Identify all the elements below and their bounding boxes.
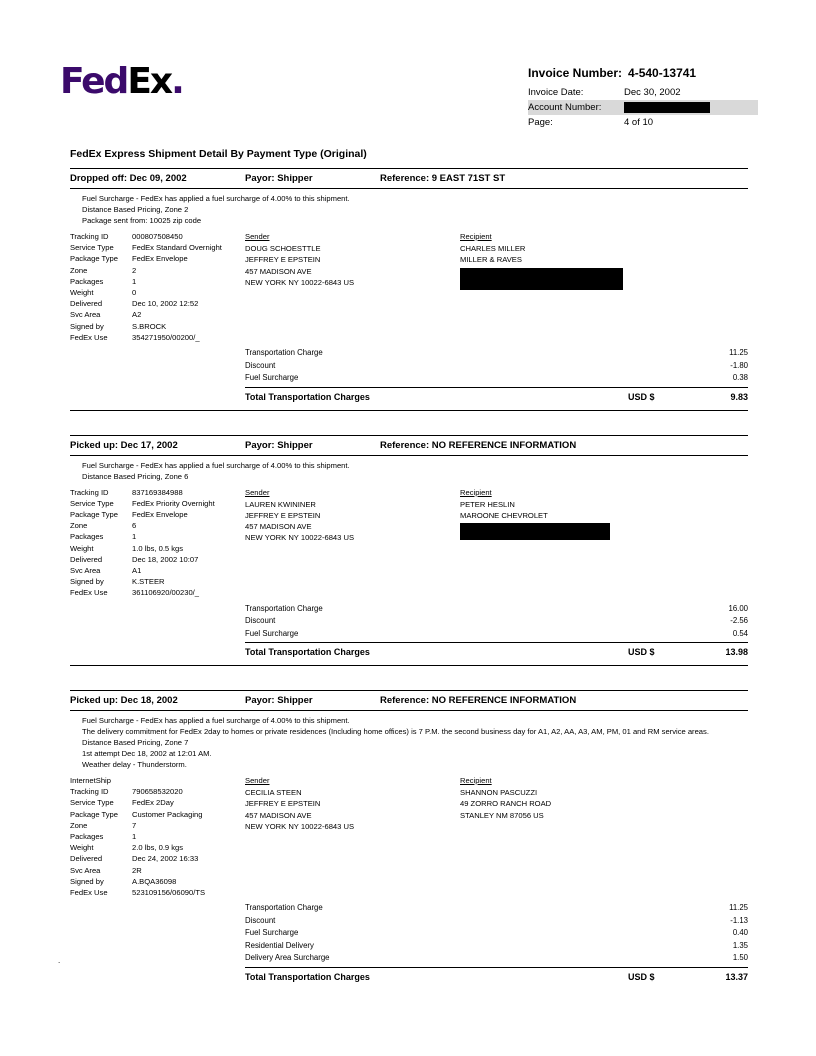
shipment-header — [70, 691, 748, 710]
sender-line: JEFFREY E EPSTEIN — [245, 510, 321, 520]
field-value: A1 — [132, 565, 142, 575]
charge-amount: -2.56 — [730, 616, 748, 626]
field-row — [70, 876, 245, 887]
divider — [70, 665, 748, 666]
shipment-detail — [70, 229, 748, 402]
field-row — [70, 853, 245, 864]
charge-amount: 16.00 — [728, 603, 748, 613]
shipment-header — [70, 436, 748, 455]
note-line: Distance Based Pricing, Zone 7 — [82, 738, 189, 748]
shipment-fields — [70, 231, 245, 343]
charge-amount: 1.35 — [732, 940, 748, 950]
recipient-block — [460, 231, 748, 343]
field-value: 1 — [132, 832, 137, 842]
field-key: Packages — [70, 832, 104, 842]
field-value: FedEx Priority Overnight — [132, 498, 215, 508]
page-label: Page: — [528, 117, 553, 128]
field-value: Customer Packaging — [132, 809, 203, 819]
total-currency: USD $ — [628, 647, 655, 658]
note-line: Fuel Surcharge - FedEx has applied a fuel surcharge of 4.00% to this shipment. — [82, 716, 350, 726]
page-header — [0, 58, 816, 138]
charge-row — [245, 940, 748, 953]
total-row — [245, 642, 748, 657]
sender-heading: Sender — [245, 232, 270, 241]
field-row — [70, 509, 245, 520]
sender-heading: Sender — [245, 776, 270, 786]
total-label: Total Transportation Charges — [245, 647, 370, 658]
field-key: Delivered — [70, 854, 103, 864]
field-value: 0 — [132, 288, 137, 298]
field-row — [70, 565, 245, 576]
charge-amount: 0.38 — [732, 373, 748, 383]
note-line: 1st attempt Dec 18, 2002 at 12:01 AM. — [82, 749, 212, 759]
charge-row — [245, 927, 748, 940]
shipment-entry — [70, 435, 748, 667]
recipient-heading: Recipient — [460, 232, 492, 241]
field-row — [70, 797, 245, 808]
field-row — [70, 543, 245, 554]
recipient-line: STANLEY NM 87056 US — [460, 810, 544, 820]
total-amount: 13.37 — [725, 971, 748, 982]
charge-row — [245, 372, 748, 385]
sender-line: 457 MADISON AVE — [245, 810, 312, 820]
field-value: Dec 24, 2002 16:33 — [132, 854, 199, 864]
recipient-line: PETER HESLIN — [460, 499, 515, 509]
total-amount: 9.83 — [730, 391, 748, 402]
field-key: Packages — [70, 532, 104, 542]
charge-name: Fuel Surcharge — [245, 628, 299, 638]
shipment-reference: Reference: 9 EAST 71ST ST — [380, 173, 506, 184]
recipient-line: MILLER & RAVES — [460, 255, 522, 265]
field-value: Dec 10, 2002 12:52 — [132, 299, 199, 309]
field-row — [70, 587, 245, 598]
logo-ex-text: Ex — [127, 61, 172, 102]
field-key: Zone — [70, 521, 88, 531]
field-row — [70, 321, 245, 332]
charge-name: Transportation Charge — [245, 903, 323, 913]
charge-row — [245, 915, 748, 928]
field-row — [70, 287, 245, 298]
sender-line: 457 MADISON AVE — [245, 522, 312, 532]
field-value: FedEx Envelope — [132, 254, 188, 264]
charge-row — [245, 615, 748, 628]
invoice-number-row — [528, 66, 758, 80]
recipient-line: CHARLES MILLER — [460, 244, 526, 254]
charge-amount: -1.13 — [730, 915, 748, 925]
note-line: Weather delay - Thunderstorm. — [82, 760, 187, 770]
field-key: Signed by — [70, 876, 104, 886]
account-number-row — [528, 100, 758, 115]
invoice-summary — [528, 66, 758, 130]
recipient-line: 49 ZORRO RANCH ROAD — [460, 799, 552, 809]
total-currency: USD $ — [628, 971, 655, 982]
shipment-entry — [70, 690, 748, 982]
field-value: FedEx Standard Overnight — [132, 243, 222, 253]
shipment-fields — [70, 775, 245, 898]
shipment-list — [70, 168, 748, 988]
recipient-heading: Recipient — [460, 776, 492, 786]
note-line: Distance Based Pricing, Zone 6 — [82, 471, 189, 481]
divider — [70, 410, 748, 411]
field-row — [70, 809, 245, 820]
recipient-address-redaction — [460, 268, 623, 290]
field-key: Weight — [70, 843, 94, 853]
logo-dot: . — [171, 61, 183, 102]
field-key: Zone — [70, 820, 88, 830]
field-key: Service Type — [70, 243, 114, 253]
shipment-date: Picked up: Dec 18, 2002 — [70, 695, 178, 707]
charge-name: Fuel Surcharge — [245, 373, 299, 383]
field-row — [70, 265, 245, 276]
redaction-bar — [624, 102, 710, 113]
field-value: 2 — [132, 265, 137, 275]
field-key: Svc Area — [70, 865, 101, 875]
charge-name: Discount — [245, 360, 276, 370]
charge-row — [245, 603, 748, 616]
invoice-number-value: 4-540-13741 — [628, 66, 697, 80]
shipment-date: Picked up: Dec 17, 2002 — [70, 439, 178, 451]
shipment-reference: Reference: NO REFERENCE INFORMATION — [380, 695, 577, 707]
sender-line: DOUG SCHOESTTLE — [245, 244, 321, 254]
charge-row — [245, 628, 748, 641]
sender-block — [245, 487, 460, 599]
field-key: FedEx Use — [70, 588, 108, 598]
total-row — [245, 387, 748, 402]
field-row — [70, 298, 245, 309]
total-currency: USD $ — [628, 391, 655, 402]
field-value: FedEx Envelope — [132, 509, 188, 519]
charge-row — [245, 952, 748, 965]
sender-line: NEW YORK NY 10022-6843 US — [245, 821, 355, 831]
fedex-logo — [60, 61, 183, 102]
total-amount: 13.98 — [725, 647, 748, 658]
sender-block — [245, 775, 460, 898]
field-key: FedEx Use — [70, 332, 108, 342]
field-row — [70, 531, 245, 542]
shipment-detail — [70, 485, 748, 658]
shipment-date: Dropped off: Dec 09, 2002 — [70, 173, 187, 184]
charge-name: Transportation Charge — [245, 348, 323, 358]
page-number-row — [528, 115, 758, 130]
note-line: Distance Based Pricing, Zone 2 — [82, 205, 189, 214]
recipient-heading: Recipient — [460, 487, 492, 497]
field-value: Dec 18, 2002 10:07 — [132, 554, 199, 564]
sender-line: LAUREN KWININER — [245, 499, 316, 509]
total-label: Total Transportation Charges — [245, 391, 370, 402]
logo-fed-text: Fed — [60, 61, 128, 102]
field-value: 523109156/06090/TS — [132, 888, 206, 898]
field-row — [70, 786, 245, 797]
field-key: Svc Area — [70, 310, 101, 320]
field-row — [70, 231, 245, 242]
sender-line: JEFFREY E EPSTEIN — [245, 255, 321, 265]
total-label: Total Transportation Charges — [245, 971, 370, 982]
charge-name: Transportation Charge — [245, 603, 323, 613]
charge-name: Fuel Surcharge — [245, 928, 299, 938]
field-row — [70, 309, 245, 320]
shipment-notes — [70, 189, 748, 229]
field-key: Signed by — [70, 577, 104, 587]
field-key: Weight — [70, 543, 94, 553]
field-value: 361106920/00230/_ — [132, 588, 200, 598]
shipment-payor: Payor: Shipper — [245, 439, 313, 451]
charges-block — [245, 347, 748, 402]
shipment-channel: InternetShip — [70, 776, 111, 786]
field-value: S.BROCK — [132, 321, 167, 331]
field-key: Weight — [70, 288, 94, 298]
sender-line: NEW YORK NY 10022-6843 US — [245, 277, 355, 287]
total-row — [245, 967, 748, 982]
recipient-block — [460, 775, 748, 898]
note-line: Package sent from: 10025 zip code — [82, 216, 202, 225]
sender-line: NEW YORK NY 10022-6843 US — [245, 533, 355, 543]
charge-name: Discount — [245, 915, 276, 925]
field-value: 1 — [132, 276, 137, 286]
field-key: Tracking ID — [70, 787, 109, 797]
invoice-date-row — [528, 85, 758, 100]
recipient-line: MAROONE CHEVROLET — [460, 510, 548, 520]
note-line: Fuel Surcharge - FedEx has applied a fuel surcharge of 4.00% to this shipment. — [82, 194, 350, 203]
charge-name: Residential Delivery — [245, 940, 314, 950]
charge-amount: 0.54 — [732, 628, 748, 638]
page-title: FedEx Express Shipment Detail By Payment Type (Original) — [70, 148, 367, 160]
sender-line: JEFFREY E EPSTEIN — [245, 799, 321, 809]
field-row — [70, 520, 245, 531]
charges-block — [245, 902, 748, 982]
invoice-date-label: Invoice Date: — [528, 87, 584, 98]
field-key: FedEx Use — [70, 888, 108, 898]
sender-line: 457 MADISON AVE — [245, 266, 312, 276]
field-value: 2.0 lbs, 0.9 kgs — [132, 843, 184, 853]
field-value: 354271950/00200/_ — [132, 332, 200, 342]
field-value: 000807508450 — [132, 232, 183, 241]
field-key: Service Type — [70, 498, 114, 508]
field-row — [70, 498, 245, 509]
field-row — [70, 820, 245, 831]
note-line: The delivery commitment for FedEx 2day to homes or private residences (Including home offices) is 7 P.M. the second business day for A1, A2, AA, A3, AM, PM, 01 and RM service areas. — [82, 727, 709, 737]
charge-name: Discount — [245, 616, 276, 626]
field-key: Package Type — [70, 509, 118, 519]
recipient-block — [460, 487, 748, 599]
note-line: Fuel Surcharge - FedEx has applied a fuel surcharge of 4.00% to this shipment. — [82, 460, 350, 470]
field-value: K.STEER — [132, 577, 165, 587]
field-row — [70, 887, 245, 898]
field-key: Tracking ID — [70, 232, 109, 241]
shipment-detail — [70, 773, 748, 982]
field-value: 1 — [132, 532, 137, 542]
field-key: Zone — [70, 265, 88, 275]
shipment-payor: Payor: Shipper — [245, 695, 313, 707]
field-value: FedEx 2Day — [132, 798, 174, 808]
invoice-date-value: Dec 30, 2002 — [624, 87, 681, 98]
account-number-value — [624, 100, 758, 115]
charge-amount: -1.80 — [730, 360, 748, 370]
invoice-number-label: Invoice Number: — [528, 66, 623, 80]
shipment-fields — [70, 487, 245, 599]
field-row — [70, 242, 245, 253]
field-value: 837169384988 — [132, 487, 183, 497]
field-value: A2 — [132, 310, 142, 320]
field-key: Package Type — [70, 254, 118, 264]
field-key: Service Type — [70, 798, 114, 808]
field-value: A.BQA36098 — [132, 876, 177, 886]
recipient-address-redaction — [460, 523, 610, 540]
field-row — [70, 332, 245, 343]
charge-name: Delivery Area Surcharge — [245, 953, 330, 963]
sender-line: CECILIA STEEN — [245, 788, 302, 798]
footer-mark: . — [58, 956, 61, 965]
field-value: 1.0 lbs, 0.5 kgs — [132, 543, 184, 553]
account-number-label: Account Number: — [528, 102, 602, 113]
shipment-header — [70, 169, 748, 188]
charge-row — [245, 360, 748, 373]
field-row — [70, 576, 245, 587]
field-value: 6 — [132, 521, 137, 531]
charge-amount: 11.25 — [729, 903, 748, 913]
shipment-payor: Payor: Shipper — [245, 173, 313, 184]
charge-row — [245, 902, 748, 915]
shipment-notes — [70, 711, 748, 773]
charge-amount: 0.40 — [732, 928, 748, 938]
field-key: Svc Area — [70, 565, 101, 575]
field-row — [70, 554, 245, 565]
sender-heading: Sender — [245, 487, 270, 497]
field-key: Packages — [70, 276, 104, 286]
field-key: Signed by — [70, 321, 104, 331]
field-row — [70, 253, 245, 264]
sender-block — [245, 231, 460, 343]
field-key: Delivered — [70, 554, 103, 564]
charge-amount: 1.50 — [732, 953, 748, 963]
field-value: 2R — [132, 865, 142, 875]
recipient-line: SHANNON PASCUZZI — [460, 788, 538, 798]
page-value: 4 of 10 — [624, 117, 654, 128]
field-value: 7 — [132, 820, 137, 830]
field-value: 790658532020 — [132, 787, 183, 797]
field-row — [70, 842, 245, 853]
shipment-reference: Reference: NO REFERENCE INFORMATION — [380, 439, 577, 451]
field-row — [70, 276, 245, 287]
charges-block — [245, 603, 748, 658]
field-key: Package Type — [70, 809, 118, 819]
field-key: Delivered — [70, 299, 103, 309]
shipment-notes — [70, 456, 748, 485]
shipment-entry — [70, 168, 748, 411]
field-row — [70, 831, 245, 842]
field-key: Tracking ID — [70, 487, 109, 497]
field-row — [70, 865, 245, 876]
charge-row — [245, 347, 748, 360]
field-row — [70, 487, 245, 498]
charge-amount: 11.25 — [729, 348, 748, 358]
